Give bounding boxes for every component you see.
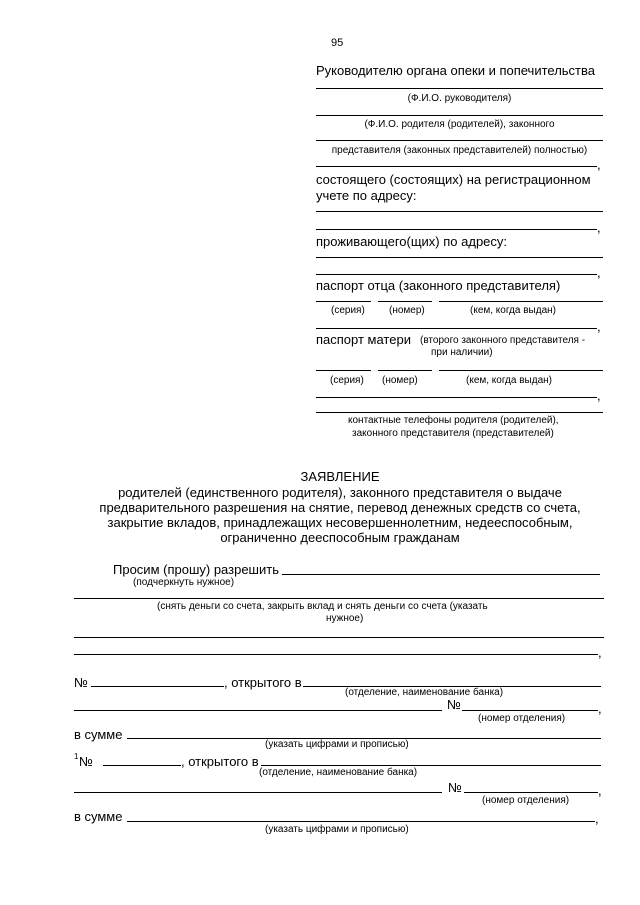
- account-number-line[interactable]: [91, 686, 224, 687]
- phones-hint-2: законного представителя (представителей): [352, 428, 554, 439]
- father-series-line[interactable]: [316, 301, 371, 302]
- bank-line-3[interactable]: [261, 765, 601, 766]
- statement-title-2: предварительного разрешения на снятие, перевод денежных средств со счета,: [99, 500, 581, 515]
- mother-number-line[interactable]: [378, 370, 432, 371]
- request-label: Просим (прошу) разрешить: [113, 562, 279, 577]
- father-issued-line-2[interactable]: [316, 328, 597, 329]
- statement-title-3: закрытие вкладов, принадлежащих несовершеннолетним, недееспособным,: [107, 515, 573, 530]
- hint-series: (серия): [331, 305, 365, 316]
- branch-no-label: №: [447, 697, 461, 712]
- hint-sum: (указать цифрами и прописью): [265, 739, 409, 750]
- bank-line-2[interactable]: [74, 710, 442, 711]
- parent-name-line-3[interactable]: [316, 166, 597, 167]
- hint-issued-2: (кем, когда выдан): [466, 375, 552, 386]
- hint-sum-2: (указать цифрами и прописью): [265, 824, 409, 835]
- hint-underline: (подчеркнуть нужное): [133, 577, 235, 588]
- action-line-3[interactable]: [74, 654, 598, 655]
- phones-hint-1: контактные телефоны родителя (родителей),: [348, 415, 559, 426]
- statement-heading: ЗАЯВЛЕНИЕ: [300, 469, 380, 484]
- hint-number: (номер): [389, 305, 425, 316]
- hint-parent-name-1: (Ф.И.О. родителя (родителей), законного: [364, 119, 555, 130]
- father-passport-label: паспорт отца (законного представителя): [316, 278, 561, 293]
- hint-number-2: (номер): [382, 375, 418, 386]
- request-line[interactable]: [282, 574, 600, 575]
- living-label: проживающего(щих) по адресу:: [316, 234, 508, 249]
- recipient-label: Руководителю органа опеки и попечительства: [316, 63, 595, 78]
- hint-bank: (отделение, наименование банка): [345, 687, 504, 698]
- action-line-1[interactable]: [74, 598, 604, 599]
- living-address-line-2[interactable]: [316, 274, 597, 275]
- in-sum-label: в сумме: [74, 727, 123, 742]
- mother-hint-1: (второго законного представителя -: [420, 335, 586, 346]
- hint-series-2: (серия): [330, 375, 364, 386]
- head-name-line[interactable]: [316, 88, 603, 89]
- action-line-2[interactable]: [74, 637, 604, 638]
- father-issued-line[interactable]: [439, 301, 603, 302]
- registered-label-2: учете по адресу:: [316, 188, 417, 203]
- hint-head-name: (Ф.И.О. руководителя): [407, 93, 512, 104]
- sum-line-2[interactable]: [127, 821, 595, 822]
- bank-line-4[interactable]: [74, 792, 442, 793]
- registered-address-line-1[interactable]: [316, 211, 603, 212]
- living-address-line-1[interactable]: [316, 257, 603, 258]
- mother-passport-label: паспорт матери: [316, 332, 411, 347]
- hint-issued: (кем, когда выдан): [470, 305, 556, 316]
- branch-number-line-2[interactable]: [464, 792, 598, 793]
- mother-issued-line-2[interactable]: [316, 397, 597, 398]
- mother-issued-line[interactable]: [439, 370, 603, 371]
- footnote-mark: 1: [74, 752, 79, 761]
- registered-label-1: состоящего (состоящих) на регистрационном: [316, 172, 591, 187]
- hint-branch: (номер отделения): [478, 713, 566, 724]
- statement-title-1: родителей (единственного родителя), законного представителя о выдаче: [118, 485, 562, 500]
- mother-hint-2: при наличии): [431, 347, 493, 358]
- registered-address-line-2[interactable]: [316, 229, 597, 230]
- hint-bank-2: (отделение, наименование банка): [259, 767, 418, 778]
- hint-branch-2: (номер отделения): [482, 795, 570, 806]
- parent-name-line-1[interactable]: [316, 115, 603, 116]
- mother-series-line[interactable]: [316, 370, 371, 371]
- statement-title-4: ограниченно дееспособным гражданам: [220, 530, 460, 545]
- opened-in-label: , открытого в: [224, 675, 302, 690]
- father-number-line[interactable]: [378, 301, 432, 302]
- opened-in-label-2: , открытого в: [181, 754, 259, 769]
- parent-name-line-2[interactable]: [316, 140, 603, 141]
- account-number-line-2[interactable]: [103, 765, 181, 766]
- hint-parent-name-2: представителя (законных представителей) полностью): [331, 145, 588, 156]
- page-number: 95: [331, 37, 344, 49]
- account-no-label: №: [74, 675, 88, 690]
- hint-action-1: (снять деньги со счета, закрыть вклад и снять деньги со счета (указать: [157, 601, 488, 612]
- branch-no-label-2: №: [448, 780, 462, 795]
- branch-number-line[interactable]: [462, 710, 598, 711]
- account-no-label-2: №: [79, 754, 93, 769]
- phones-line[interactable]: [316, 412, 603, 413]
- in-sum-label-2: в сумме: [74, 809, 123, 824]
- hint-action-2: нужное): [326, 613, 364, 624]
